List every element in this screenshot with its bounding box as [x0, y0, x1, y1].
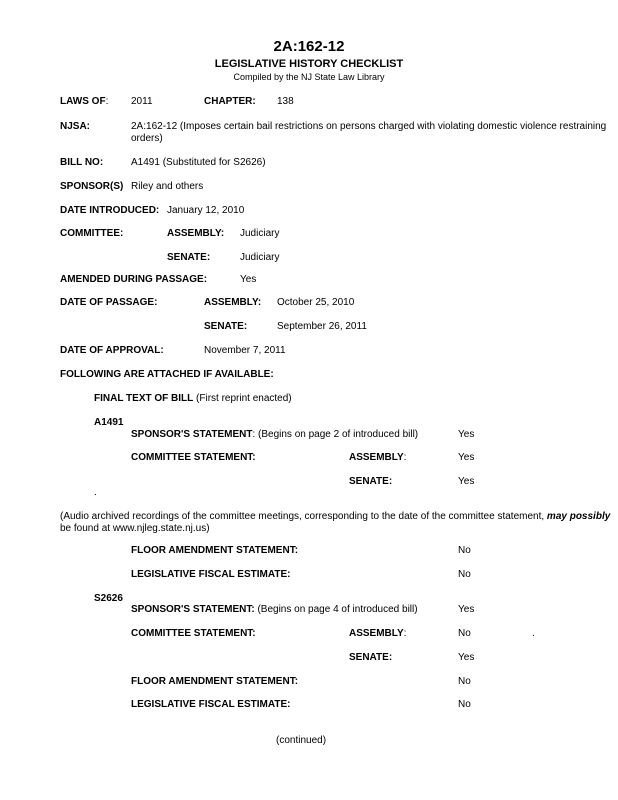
passage-label: DATE OF PASSAGE:	[60, 297, 158, 308]
bill-no-value: A1491 (Substituted for S2626)	[131, 157, 266, 168]
audio-note: (Audio archived recordings of the committee meetings, corresponding to the date of the committee statement, may possibly be found at www.njleg.state.nj.us)	[60, 511, 611, 534]
passage-assembly-label: ASSEMBLY:	[204, 297, 262, 308]
sponsors-label: SPONSOR(S)	[60, 181, 124, 192]
s2626-fiscal-label: LEGISLATIVE FISCAL ESTIMATE:	[131, 699, 291, 710]
passage-assembly-value: October 25, 2010	[277, 297, 355, 308]
amended-value: Yes	[240, 274, 257, 285]
laws-of-label: LAWS OF:	[60, 96, 109, 107]
amended-label: AMENDED DURING PASSAGE:	[60, 274, 208, 285]
s2626-floor-label: FLOOR AMENDMENT STATEMENT:	[131, 676, 299, 687]
page-subtitle: LEGISLATIVE HISTORY CHECKLIST	[214, 58, 404, 70]
s2626-stray-dot: .	[532, 628, 535, 639]
page-title: 2A:162-12	[273, 38, 345, 55]
s2626-committee-label: COMMITTEE STATEMENT:	[131, 628, 256, 639]
s2626-senate-label: SENATE:	[349, 652, 393, 663]
attached-heading: FOLLOWING ARE ATTACHED IF AVAILABLE:	[60, 369, 274, 380]
s2626-assembly-value: No	[458, 628, 471, 639]
s2626-senate-value: Yes	[458, 652, 475, 663]
chapter-value: 138	[277, 96, 294, 107]
s2626-floor-value: No	[458, 676, 471, 687]
a1491-sponsor-value: Yes	[458, 429, 475, 440]
committee-label: COMMITTEE:	[60, 228, 124, 239]
njsa-label: NJSA:	[60, 121, 91, 132]
a1491-committee-label: COMMITTEE STATEMENT:	[131, 452, 256, 463]
sponsors-value: Riley and others	[131, 181, 204, 192]
s2626-sponsor-value: Yes	[458, 604, 475, 615]
laws-of-value: 2011	[131, 96, 153, 107]
compiled-by: Compiled by the NJ State Law Library	[233, 72, 385, 82]
approval-label: DATE OF APPROVAL:	[60, 345, 164, 356]
a1491-fiscal-label: LEGISLATIVE FISCAL ESTIMATE:	[131, 569, 291, 580]
passage-senate-value: September 26, 2011	[277, 321, 367, 332]
a1491-bill-label: A1491	[94, 417, 124, 428]
s2626-assembly-label: ASSEMBLY:	[349, 628, 407, 639]
a1491-senate-value: Yes	[458, 476, 475, 487]
bill-no-label: BILL NO:	[60, 157, 104, 168]
committee-assembly-value: Judiciary	[240, 228, 280, 239]
continued-footer: (continued)	[276, 735, 327, 746]
stray-dot: .	[94, 487, 97, 498]
s2626-sponsor-statement: SPONSOR'S STATEMENT: (Begins on page 4 of introduced bill)	[131, 604, 418, 615]
a1491-assembly-label: ASSEMBLY:	[349, 452, 407, 463]
final-text: FINAL TEXT OF BILL (First reprint enacted)	[94, 393, 292, 404]
passage-senate-label: SENATE:	[204, 321, 248, 332]
a1491-senate-label: SENATE:	[349, 476, 393, 487]
committee-assembly-label: ASSEMBLY:	[167, 228, 225, 239]
committee-senate-value: Judiciary	[240, 252, 280, 263]
a1491-fiscal-value: No	[458, 569, 471, 580]
njsa-value: 2A:162-12 (Imposes certain bail restrictions on persons charged with violating domestic violence restraining orders)	[131, 121, 607, 144]
chapter-label: CHAPTER:	[204, 96, 256, 107]
date-introduced-value: January 12, 2010	[167, 205, 245, 216]
a1491-floor-label: FLOOR AMENDMENT STATEMENT:	[131, 545, 299, 556]
a1491-sponsor-statement: SPONSOR'S STATEMENT: (Begins on page 2 of introduced bill)	[131, 429, 419, 440]
date-introduced-label: DATE INTRODUCED:	[60, 205, 160, 216]
a1491-assembly-value: Yes	[458, 452, 475, 463]
committee-senate-label: SENATE:	[167, 252, 211, 263]
s2626-bill-label: S2626	[94, 593, 123, 604]
approval-value: November 7, 2011	[204, 345, 286, 356]
s2626-fiscal-value: No	[458, 699, 471, 710]
a1491-floor-value: No	[458, 545, 471, 556]
